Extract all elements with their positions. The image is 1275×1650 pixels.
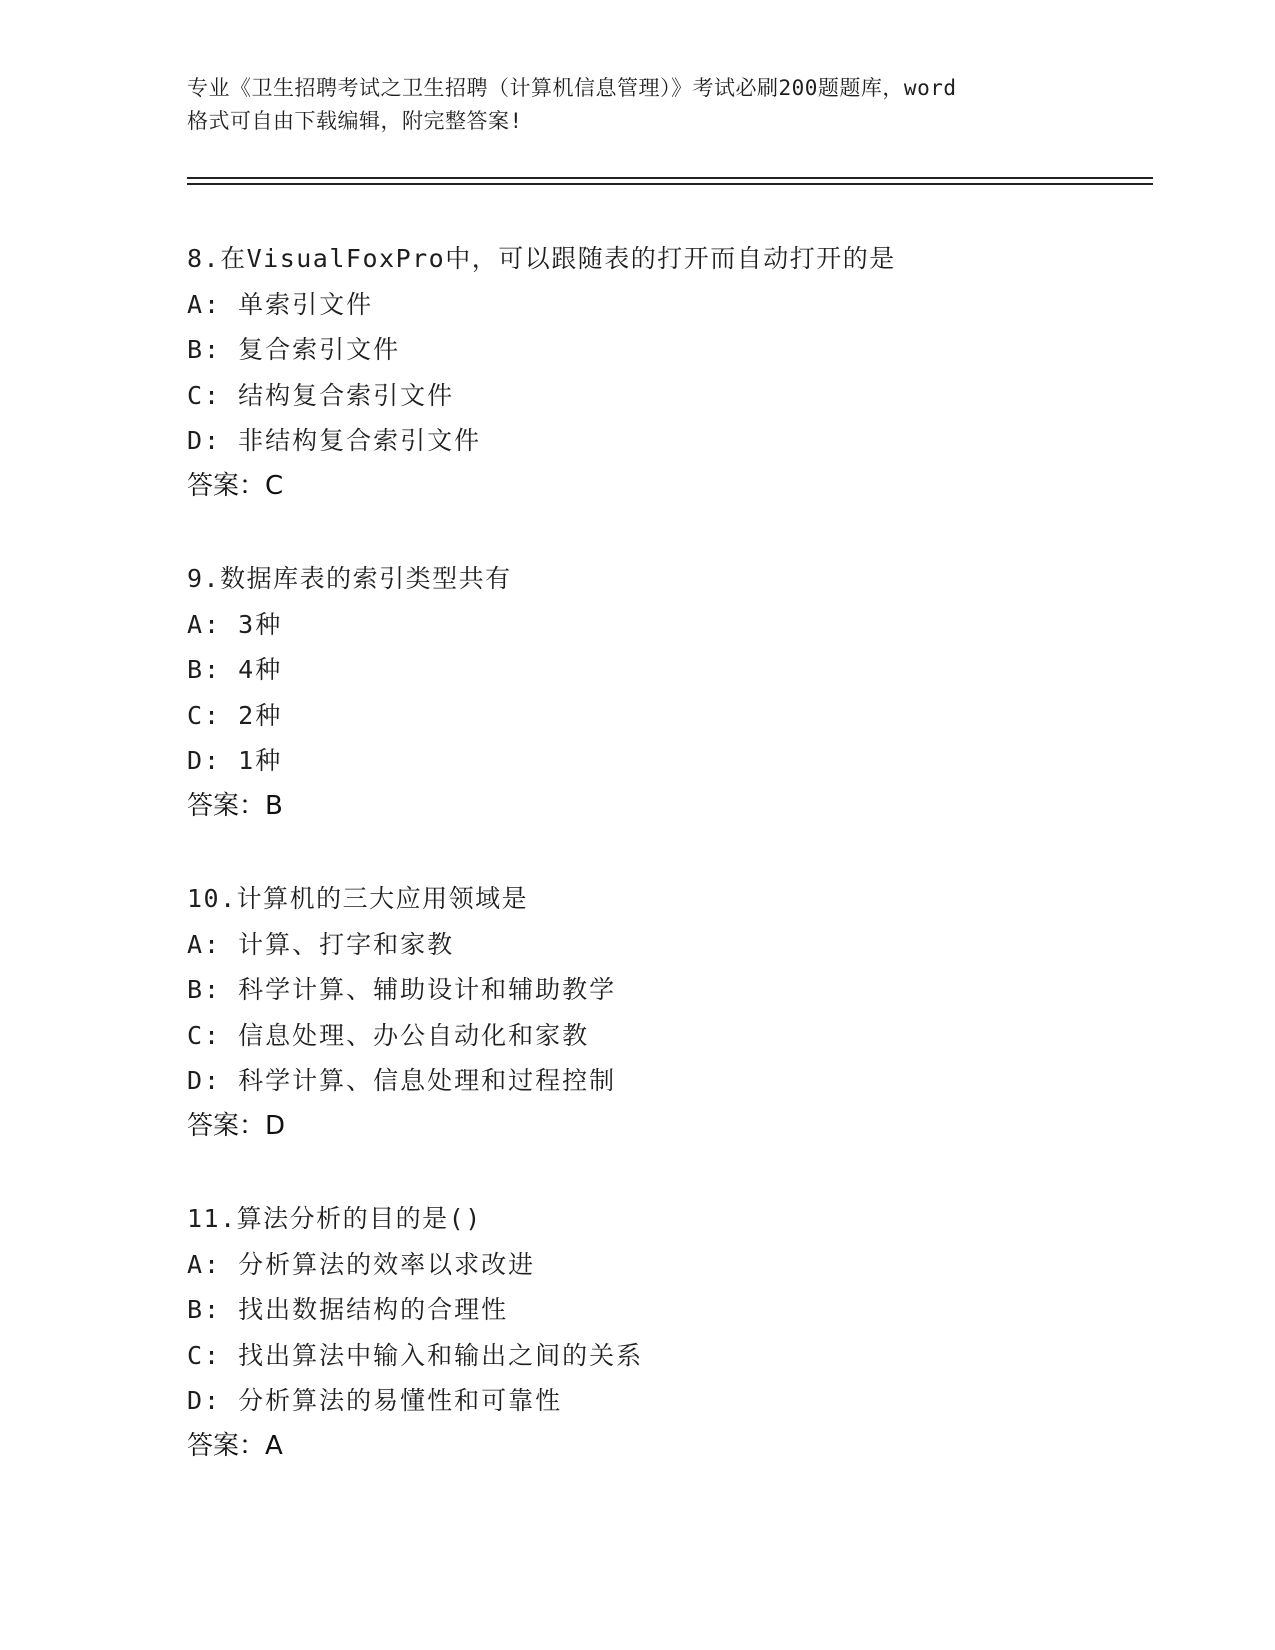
document-header (187, 72, 1087, 138)
question-title: 9.数据库表的索引类型共有 (187, 564, 512, 593)
answer-line: 答案：B (187, 790, 283, 821)
header-line-2: 格式可自由下载编辑，附完整答案! (187, 109, 523, 133)
option-b: B: 找出数据结构的合理性 (187, 1295, 509, 1324)
question-9 (187, 556, 1147, 829)
question-title: 10.计算机的三大应用领域是 (187, 884, 529, 913)
option-c: C: 结构复合索引文件 (187, 380, 455, 410)
option-b: B: 4种 (187, 655, 283, 684)
question-11 (187, 1196, 1147, 1469)
option-d: D: 1种 (187, 746, 283, 775)
option-d: D: 科学计算、信息处理和过程控制 (187, 1066, 617, 1095)
option-a: A: 计算、打字和家教 (187, 929, 455, 959)
header-divider-top (187, 177, 1153, 179)
option-d: D: 非结构复合索引文件 (187, 426, 482, 455)
option-a: A: 单索引文件 (187, 289, 374, 319)
option-c: C: 信息处理、办公自动化和家教 (187, 1020, 590, 1050)
question-title: 11.算法分析的目的是() (187, 1204, 482, 1233)
option-b: B: 科学计算、辅助设计和辅助教学 (187, 975, 617, 1004)
option-a: A: 3种 (187, 609, 283, 639)
question-10 (187, 876, 1147, 1149)
option-c: C: 找出算法中输入和输出之间的关系 (187, 1340, 644, 1370)
option-d: D: 分析算法的易懂性和可靠性 (187, 1386, 563, 1415)
question-list (187, 236, 1147, 1469)
option-a: A: 分析算法的效率以求改进 (187, 1249, 536, 1279)
question-8 (187, 236, 1147, 509)
header-divider-bottom (187, 183, 1153, 185)
answer-line: 答案：C (187, 470, 284, 501)
option-c: C: 2种 (187, 700, 283, 730)
answer-line: 答案：D (187, 1110, 286, 1141)
header-line-1: 专业《卫生招聘考试之卫生招聘（计算机信息管理）》考试必刷200题题库，word (187, 76, 957, 100)
answer-line: 答案：A (187, 1430, 283, 1461)
question-title: 8.在VisualFoxPro中，可以跟随表的打开而自动打开的是 (187, 244, 896, 273)
option-b: B: 复合索引文件 (187, 335, 401, 364)
